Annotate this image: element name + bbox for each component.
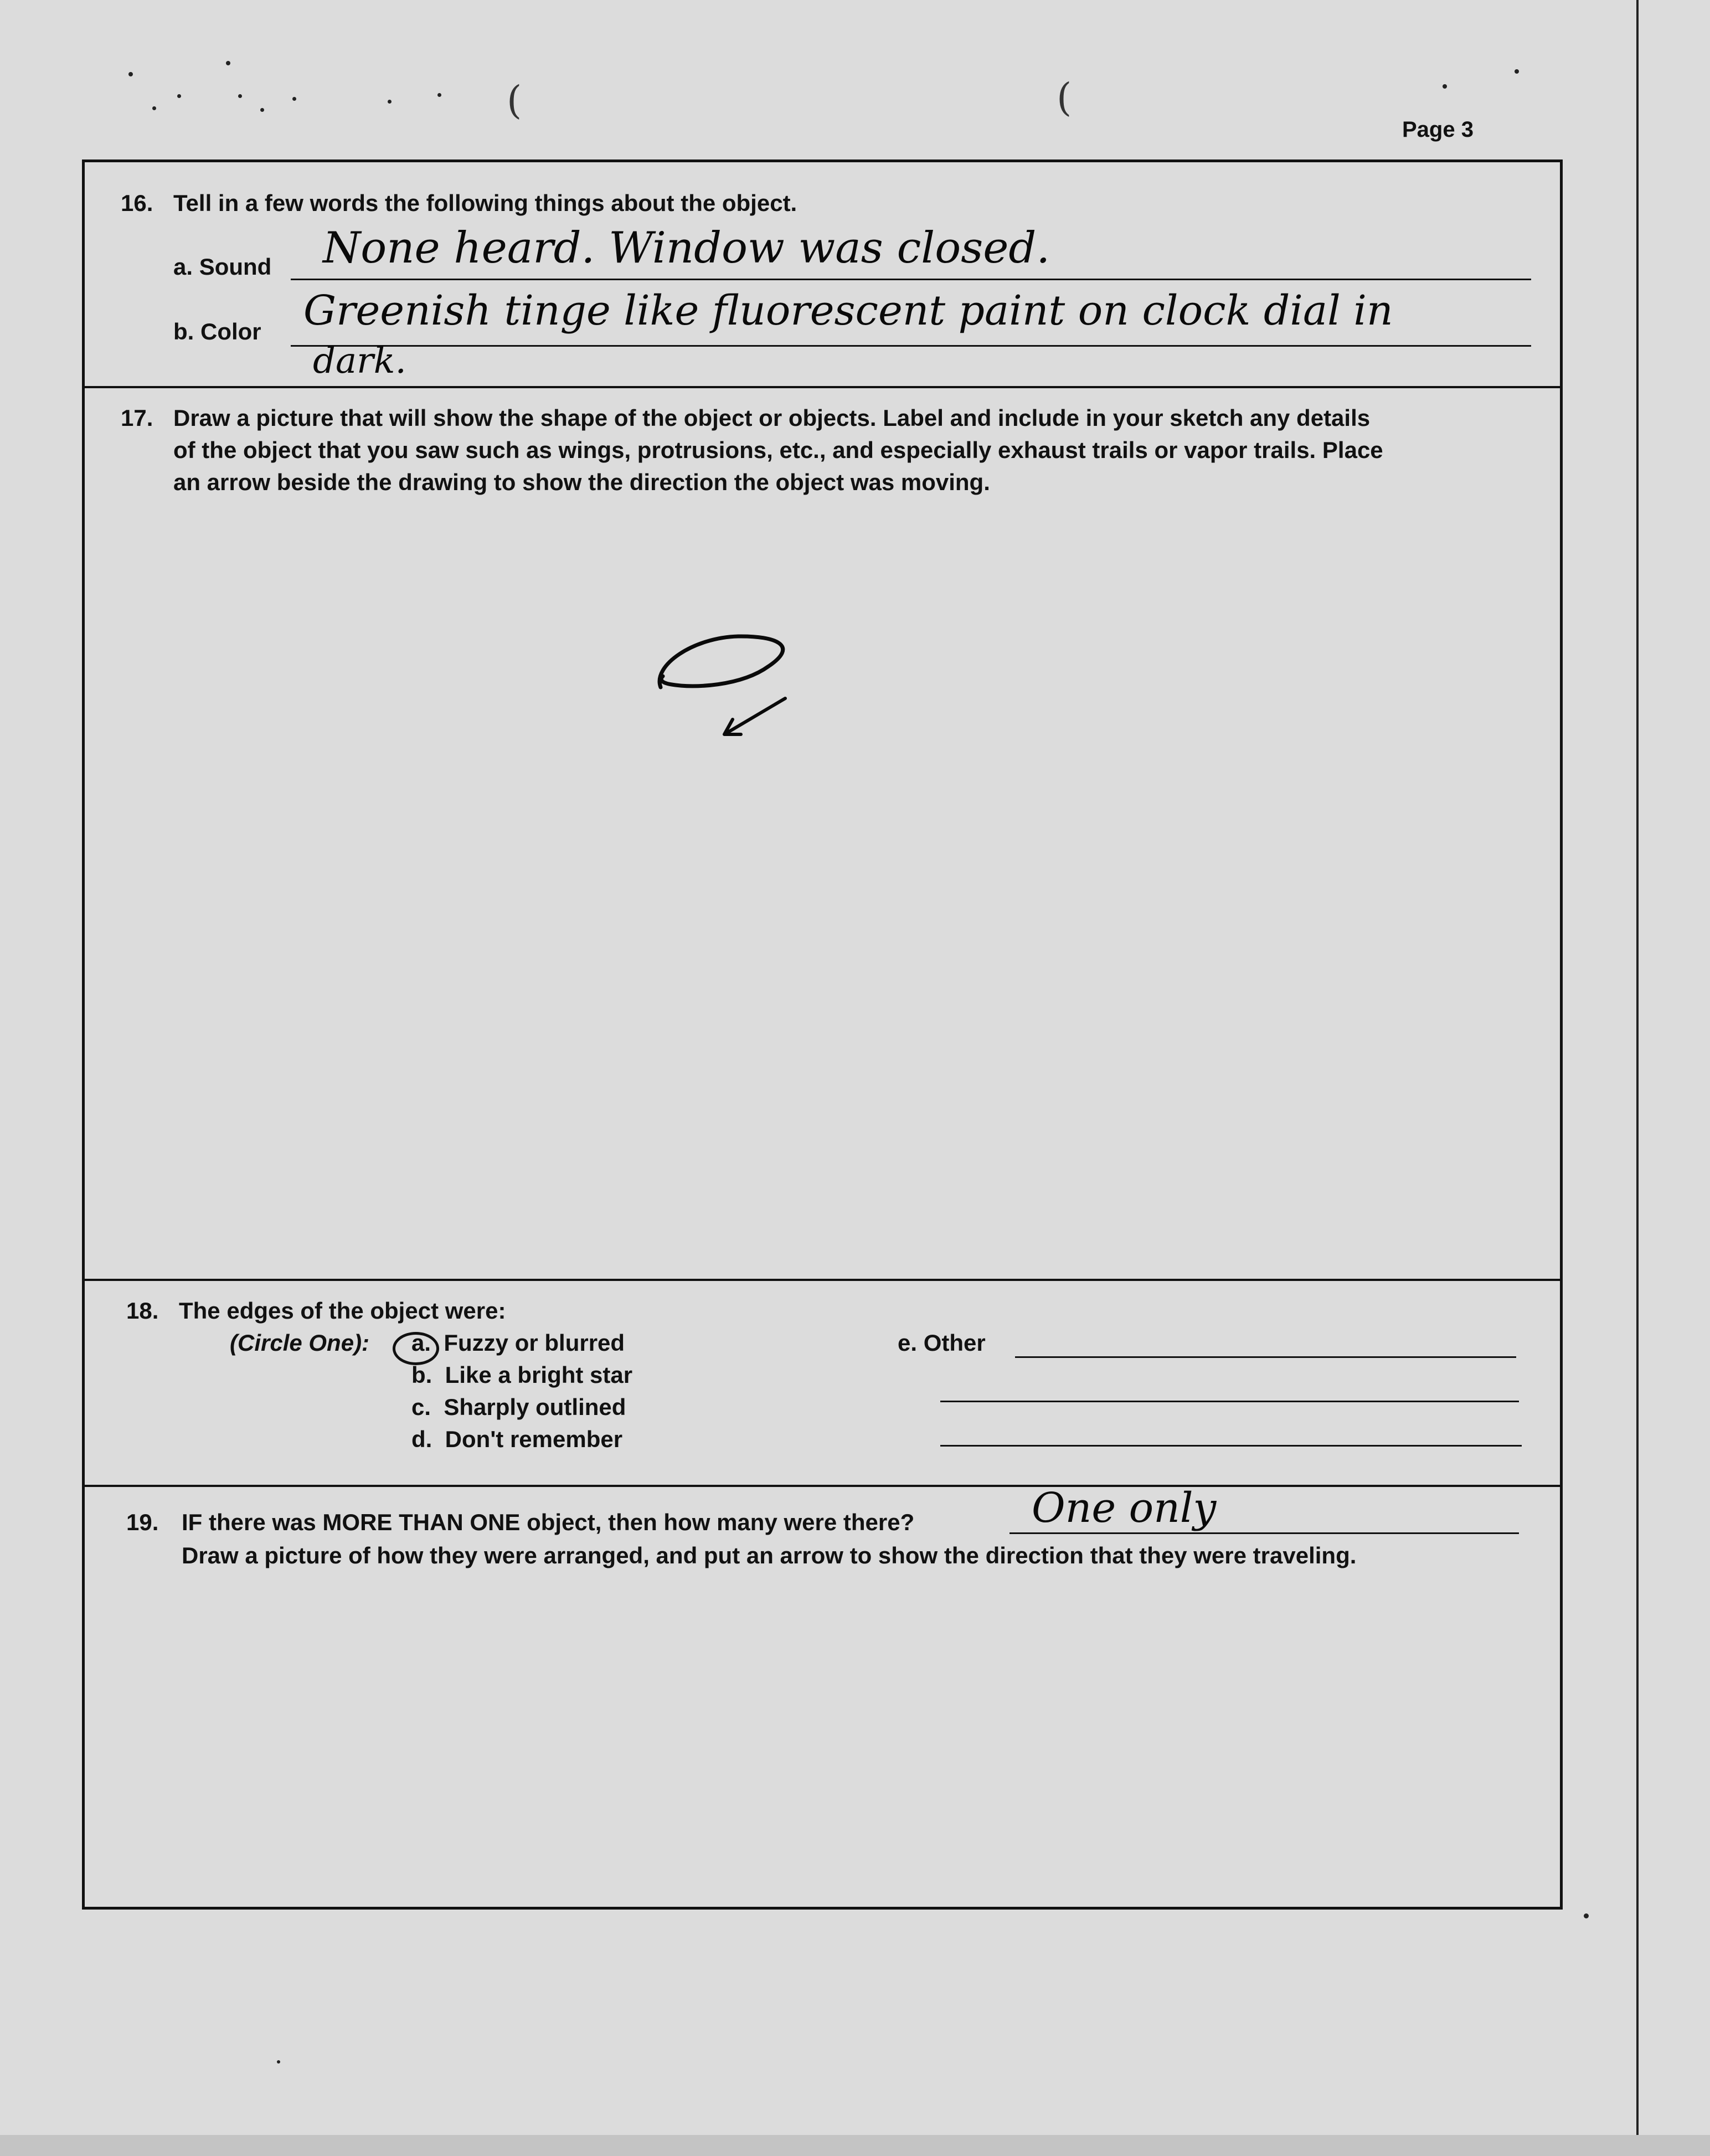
page-number: Page 3: [1402, 117, 1474, 142]
scan-speck: [437, 93, 441, 97]
scan-speck: [277, 2060, 280, 2064]
color-answer-line2[interactable]: dark.: [313, 341, 406, 382]
sound-label: a. Sound: [173, 254, 272, 280]
count-answer[interactable]: One only: [1032, 1484, 1217, 1532]
option-letter: c.: [411, 1394, 431, 1420]
scan-speck: [1584, 1913, 1589, 1918]
other-answer-line[interactable]: [1015, 1356, 1516, 1358]
option-c[interactable]: [411, 1394, 626, 1421]
question-prompt: Tell in a few words the following things about the object.: [173, 190, 797, 216]
scan-speck: [1443, 84, 1447, 89]
object-sketch: [650, 621, 794, 754]
question-17-section: [85, 388, 1560, 1281]
color-answer-line1[interactable]: Greenish tinge like fluorescent paint on clock dial in: [303, 287, 1393, 335]
option-b[interactable]: [411, 1362, 632, 1388]
option-d[interactable]: [411, 1426, 622, 1453]
scan-speck: [292, 97, 296, 101]
scan-edge-right: [1636, 0, 1639, 2156]
direction-arrow-icon: [724, 698, 785, 734]
scan-speck: [177, 94, 181, 98]
other-answer-line[interactable]: [940, 1401, 1519, 1402]
question-number: 19.: [126, 1509, 159, 1535]
option-letter: a.: [411, 1330, 431, 1356]
option-a[interactable]: [411, 1330, 625, 1356]
question-prompt-line1: IF there was MORE THAN ONE object, then how many were there?: [182, 1509, 915, 1535]
scan-edge-bottom: [0, 2135, 1710, 2156]
oval-shape: [660, 636, 783, 687]
color-answer-line: [291, 345, 1531, 347]
circle-one-instruction: (Circle One):: [230, 1330, 370, 1356]
other-answer-line[interactable]: [940, 1445, 1522, 1447]
question-prompt-line2: Draw a picture of how they were arranged, and put an arrow to show the direction that they were traveling.: [182, 1542, 1357, 1568]
option-label: Like a bright star: [445, 1362, 633, 1388]
option-label: Sharply outlined: [444, 1394, 626, 1420]
question-18-section: [85, 1281, 1560, 1487]
question-number: 17.: [121, 405, 153, 431]
scan-speck: [260, 108, 264, 112]
option-label: Fuzzy or blurred: [444, 1330, 625, 1356]
scan-speck: [238, 94, 242, 98]
scan-paren-left: (: [507, 78, 522, 123]
question-prompt-line2: of the object that you saw such as wings, protrusions, etc., and especially exhaust trails or vapor trails. Place: [173, 437, 1383, 463]
question-prompt-line3: an arrow beside the drawing to show the direction the object was moving.: [173, 469, 990, 495]
count-answer-line: [1009, 1532, 1519, 1534]
option-e-other[interactable]: e. Other: [898, 1330, 986, 1356]
scan-speck: [388, 100, 392, 104]
color-label: b. Color: [173, 318, 261, 344]
option-label: Don't remember: [445, 1426, 623, 1452]
question-16-section: [85, 162, 1560, 388]
scan-speck: [152, 106, 156, 110]
question-19-section: [85, 1484, 1560, 1912]
question-prompt: The edges of the object were:: [179, 1298, 506, 1324]
scan-speck: [128, 72, 133, 76]
sound-answer[interactable]: None heard. Window was closed.: [323, 223, 1050, 273]
question-number: 16.: [121, 190, 153, 216]
option-letter: b.: [411, 1362, 432, 1388]
form-frame: [82, 159, 1563, 1910]
scan-speck: [1515, 69, 1519, 74]
question-number: 18.: [126, 1298, 159, 1324]
question-prompt-line1: Draw a picture that will show the shape of the object or objects. Label and include in your sketch any details: [173, 405, 1371, 431]
option-letter: d.: [411, 1426, 432, 1452]
sound-answer-line: [291, 279, 1531, 280]
scan-speck: [226, 61, 230, 65]
scan-paren-right: (: [1057, 75, 1072, 120]
